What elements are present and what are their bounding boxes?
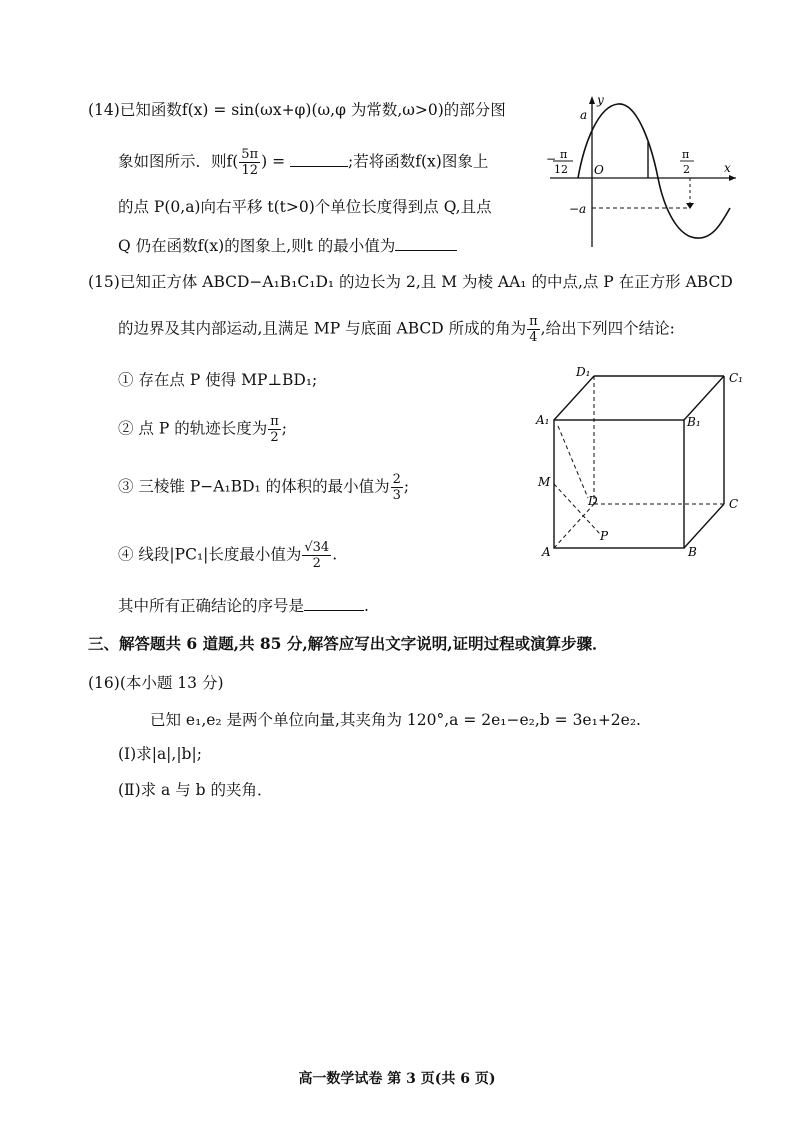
x-label: x [724, 161, 731, 175]
q15-c2-end: ; [281, 419, 287, 438]
q15-line-1 [88, 272, 733, 292]
q15-fraction-num: π [529, 314, 538, 329]
x-axis-arrow [729, 175, 736, 181]
q15-c4-text: ④ 线段|PC₁|长度最小值为 [118, 545, 302, 564]
section-3-heading: 三、解答题共 6 道题,共 85 分,解答应写出文字说明,证明过程或演算步骤． [88, 634, 608, 653]
neg-a-label: −a [569, 202, 587, 216]
q14-number: (14) [88, 101, 120, 119]
q-point-arrow [686, 203, 694, 209]
label-C1: C₁ [729, 371, 743, 385]
q15-answer-text: 其中所有正确结论的序号是 [118, 597, 305, 615]
y-axis-arrow [589, 96, 595, 104]
q15-c2-den: 2 [268, 429, 281, 445]
left-tick-den: 12 [554, 163, 568, 176]
q14-sine-graph [540, 92, 740, 252]
q15-number: (15) [88, 273, 120, 291]
q15-blank [304, 596, 364, 611]
label-B: B [688, 545, 697, 559]
q14-line-2-b: ) = [261, 152, 286, 171]
q15-c2-fraction [268, 414, 281, 445]
y-label: y [597, 93, 604, 107]
q14-blank-1 [290, 152, 348, 167]
q16-part-1: (Ⅰ)求|a|,|b|; [118, 745, 202, 763]
q15-fraction-den: 4 [527, 329, 540, 345]
left-tick-sign: − [546, 152, 557, 166]
label-M: M [538, 475, 551, 489]
origin-label: O [594, 163, 604, 177]
q15-c4-end: . [332, 545, 338, 564]
q15-c3-fraction [391, 472, 403, 503]
edge-B-C [684, 504, 724, 548]
q15-line-1-text: 已知正方体 ABCD−A₁B₁C₁D₁ 的边长为 2,且 M 为棱 AA₁ 的中点,点 P 在正方形 ABCD [119, 273, 733, 291]
q14-fraction-den: 12 [239, 162, 260, 178]
q15-c2-text: ② 点 P 的轨迹长度为 [118, 419, 268, 438]
q15-answer-line [118, 596, 369, 616]
q15-fraction [527, 314, 540, 345]
q15-c3-den: 3 [392, 488, 401, 503]
right-tick-num: π [682, 148, 690, 161]
q14-fraction-num: 5π [241, 147, 259, 162]
label-A: A [542, 545, 551, 559]
edge-A1-D1 [554, 376, 594, 420]
q16-stem: 已知 e₁,e₂ 是两个单位向量,其夹角为 120°,a = 2e₁−e₂,b = 3e₁+2e₂. [150, 711, 641, 729]
q14-line-1-text: 已知函数f(x) = sin(ωx+φ)(ω,φ 为常数,ω>0)的部分图 [119, 101, 506, 119]
a-label: a [580, 108, 588, 122]
label-P: P [600, 529, 609, 543]
q14-line-3: 的点 P(0,a)向右平移 t(t>0)个单位长度得到点 Q,且点 [118, 198, 492, 216]
label-D: D [588, 494, 598, 508]
q15-answer-end: . [364, 597, 369, 615]
q15-conclusion-2 [118, 414, 287, 445]
q15-c4-fraction [302, 540, 331, 571]
q16-heading: (16)(本小题 13 分) [88, 674, 224, 692]
q15-c4-den: 2 [302, 555, 331, 571]
q15-conclusion-1: ① 存在点 P 使得 MP⊥BD₁; [118, 371, 318, 389]
q14-line-2-a: 象如图所示．则f( [118, 152, 239, 171]
q15-c2-num: π [270, 414, 279, 429]
segment-A1-D [558, 426, 588, 498]
cube-diagram [532, 364, 744, 560]
q15-c4-num: √34 [304, 540, 330, 555]
q15-line-2-a: 的边界及其内部运动,且满足 MP 与底面 ABCD 所成的角为 [118, 319, 527, 338]
q14-blank-2 [395, 236, 457, 251]
q15-conclusion-4 [118, 540, 337, 571]
q15-c3-text: ③ 三棱锥 P−A₁BD₁ 的体积的最小值为 [118, 477, 390, 496]
page-footer: 高一数学试卷 第 3 页(共 6 页) [298, 1071, 496, 1087]
edge-B1-C1 [684, 376, 724, 420]
q14-line-1 [88, 100, 506, 120]
q14-fraction [239, 147, 260, 178]
label-A1: A₁ [536, 413, 550, 427]
segment-M-P [554, 484, 600, 534]
q15-line-2 [118, 314, 675, 345]
label-B1: B₁ [687, 415, 701, 429]
label-C: C [729, 497, 739, 511]
q16-part-2: (Ⅱ)求 a 与 b 的夹角． [118, 781, 273, 799]
q15-line-2-b: ,给出下列四个结论: [540, 319, 675, 338]
cube-front-face [554, 420, 684, 548]
right-tick-den: 2 [683, 163, 690, 176]
hidden-edge-A-D [554, 504, 594, 548]
q14-line-4-text: Q 仍在函数f(x)的图象上,则t 的最小值为 [118, 237, 396, 255]
label-D1: D₁ [576, 365, 591, 379]
q15-c3-end: ; [403, 477, 410, 496]
q14-line-2-c: ;若将函数f(x)图象上 [348, 152, 489, 171]
left-tick-num: π [560, 148, 568, 161]
q15-c3-num: 2 [392, 472, 401, 487]
q14-line-2 [118, 147, 488, 178]
q14-line-4 [118, 236, 457, 256]
q15-conclusion-3 [118, 472, 409, 503]
